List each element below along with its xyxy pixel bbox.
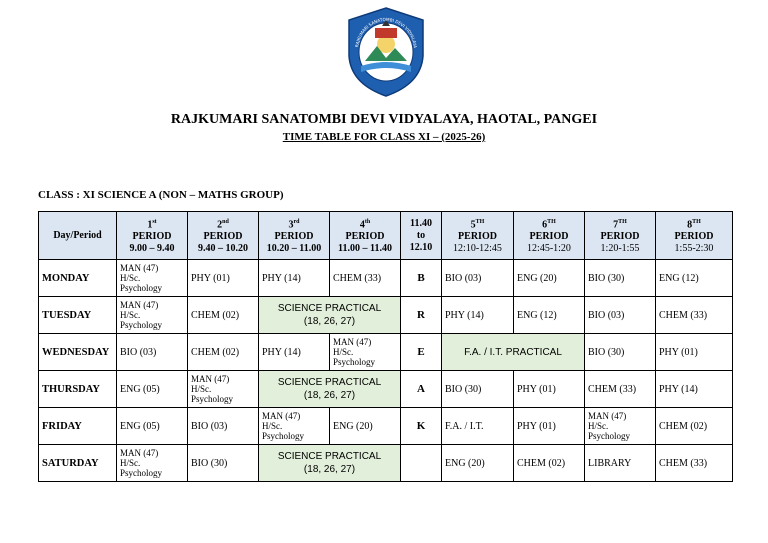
header-period-1: 1st PERIOD 9.00 – 9.40: [117, 212, 188, 260]
period-cell: BIO (03): [585, 297, 656, 334]
table-row: [39, 408, 733, 445]
man-cell: MAN (47) H/Sc. Psychology: [117, 260, 188, 297]
break-cell: B: [401, 260, 442, 297]
break-cell: K: [401, 408, 442, 445]
period-cell: BIO (30): [442, 371, 514, 408]
school-logo: [343, 6, 429, 98]
break-cell: [401, 445, 442, 482]
period-cell: BIO (03): [188, 408, 259, 445]
header-day-period: Day/Period: [39, 212, 117, 260]
day-cell: THURSDAY: [39, 371, 117, 408]
period-cell: ENG (05): [117, 408, 188, 445]
header-period-5: 5TH PERIOD 12:10-12:45: [442, 212, 514, 260]
period-cell: BIO (30): [585, 334, 656, 371]
science-practical-cell: SCIENCE PRACTICAL (18, 26, 27): [259, 371, 401, 408]
period-cell: ENG (12): [514, 297, 585, 334]
period-cell: PHY (01): [514, 408, 585, 445]
period-cell: PHY (01): [188, 260, 259, 297]
header-period-6: 6TH PERIOD 12:45-1:20: [514, 212, 585, 260]
period-cell: ENG (05): [117, 371, 188, 408]
period-cell: CHEM (33): [656, 297, 733, 334]
school-name: RAJKUMARI SANATOMBI DEVI VIDYALAYA, HAOTAL, PANGEI: [170, 112, 598, 127]
man-cell: MAN (47) H/Sc. Psychology: [117, 445, 188, 482]
man-cell: MAN (47) H/Sc. Psychology: [330, 334, 401, 371]
period-cell: CHEM (02): [188, 297, 259, 334]
man-cell: MAN (47) H/Sc. Psychology: [259, 408, 330, 445]
header-period-2: 2nd PERIOD 9.40 – 10.20: [188, 212, 259, 260]
period-cell: PHY (14): [442, 297, 514, 334]
header-period-7: 7TH PERIOD 1:20-1:55: [585, 212, 656, 260]
period-cell: CHEM (02): [656, 408, 733, 445]
period-cell: ENG (20): [330, 408, 401, 445]
break-cell: R: [401, 297, 442, 334]
period-cell: CHEM (33): [656, 445, 733, 482]
header-period-3: 3rd PERIOD 10.20 – 11.00: [259, 212, 330, 260]
day-cell: TUESDAY: [39, 297, 117, 334]
day-cell: SATURDAY: [39, 445, 117, 482]
science-practical-cell: SCIENCE PRACTICAL (18, 26, 27): [259, 445, 401, 482]
period-cell: CHEM (33): [330, 260, 401, 297]
man-cell: MAN (47) H/Sc. Psychology: [188, 371, 259, 408]
man-cell: MAN (47) H/Sc. Psychology: [585, 408, 656, 445]
table-row: [39, 334, 733, 371]
break-cell: A: [401, 371, 442, 408]
header-break: 11.40 to 12.10: [401, 212, 442, 260]
table-row: [39, 445, 733, 482]
table-row: [39, 297, 733, 334]
table-row: [39, 371, 733, 408]
period-cell: CHEM (33): [585, 371, 656, 408]
svg-text:RAJKUMARI SANATOMBI DEVI VIDYA: RAJKUMARI SANATOMBI DEVI VIDYALAYA: [354, 16, 418, 49]
period-cell: PHY (01): [514, 371, 585, 408]
period-cell: F.A. / I.T.: [442, 408, 514, 445]
day-cell: MONDAY: [39, 260, 117, 297]
class-label: CLASS : XI SCIENCE A (NON – MATHS GROUP): [38, 189, 284, 201]
period-cell: PHY (01): [656, 334, 733, 371]
timetable: [38, 211, 733, 482]
header-period-4: 4th PERIOD 11.00 – 11.40: [330, 212, 401, 260]
period-cell: BIO (03): [442, 260, 514, 297]
header-row: [39, 212, 733, 260]
period-cell: CHEM (02): [188, 334, 259, 371]
period-cell: BIO (30): [188, 445, 259, 482]
period-cell: ENG (12): [656, 260, 733, 297]
fa-it-practical-cell: F.A. / I.T. PRACTICAL: [442, 334, 585, 371]
break-cell: E: [401, 334, 442, 371]
period-cell: PHY (14): [259, 334, 330, 371]
period-cell: BIO (03): [117, 334, 188, 371]
science-practical-cell: SCIENCE PRACTICAL (18, 26, 27): [259, 297, 401, 334]
period-cell: PHY (14): [259, 260, 330, 297]
table-row: [39, 260, 733, 297]
day-cell: FRIDAY: [39, 408, 117, 445]
period-cell: BIO (30): [585, 260, 656, 297]
day-cell: WEDNESDAY: [39, 334, 117, 371]
timetable-subtitle: TIME TABLE FOR CLASS XI – (2025-26): [282, 131, 486, 143]
man-cell: MAN (47) H/Sc. Psychology: [117, 297, 188, 334]
period-cell: PHY (14): [656, 371, 733, 408]
period-cell: ENG (20): [514, 260, 585, 297]
period-cell: CHEM (02): [514, 445, 585, 482]
period-cell: ENG (20): [442, 445, 514, 482]
header-period-8: 8TH PERIOD 1:55-2:30: [656, 212, 733, 260]
period-cell: LIBRARY: [585, 445, 656, 482]
